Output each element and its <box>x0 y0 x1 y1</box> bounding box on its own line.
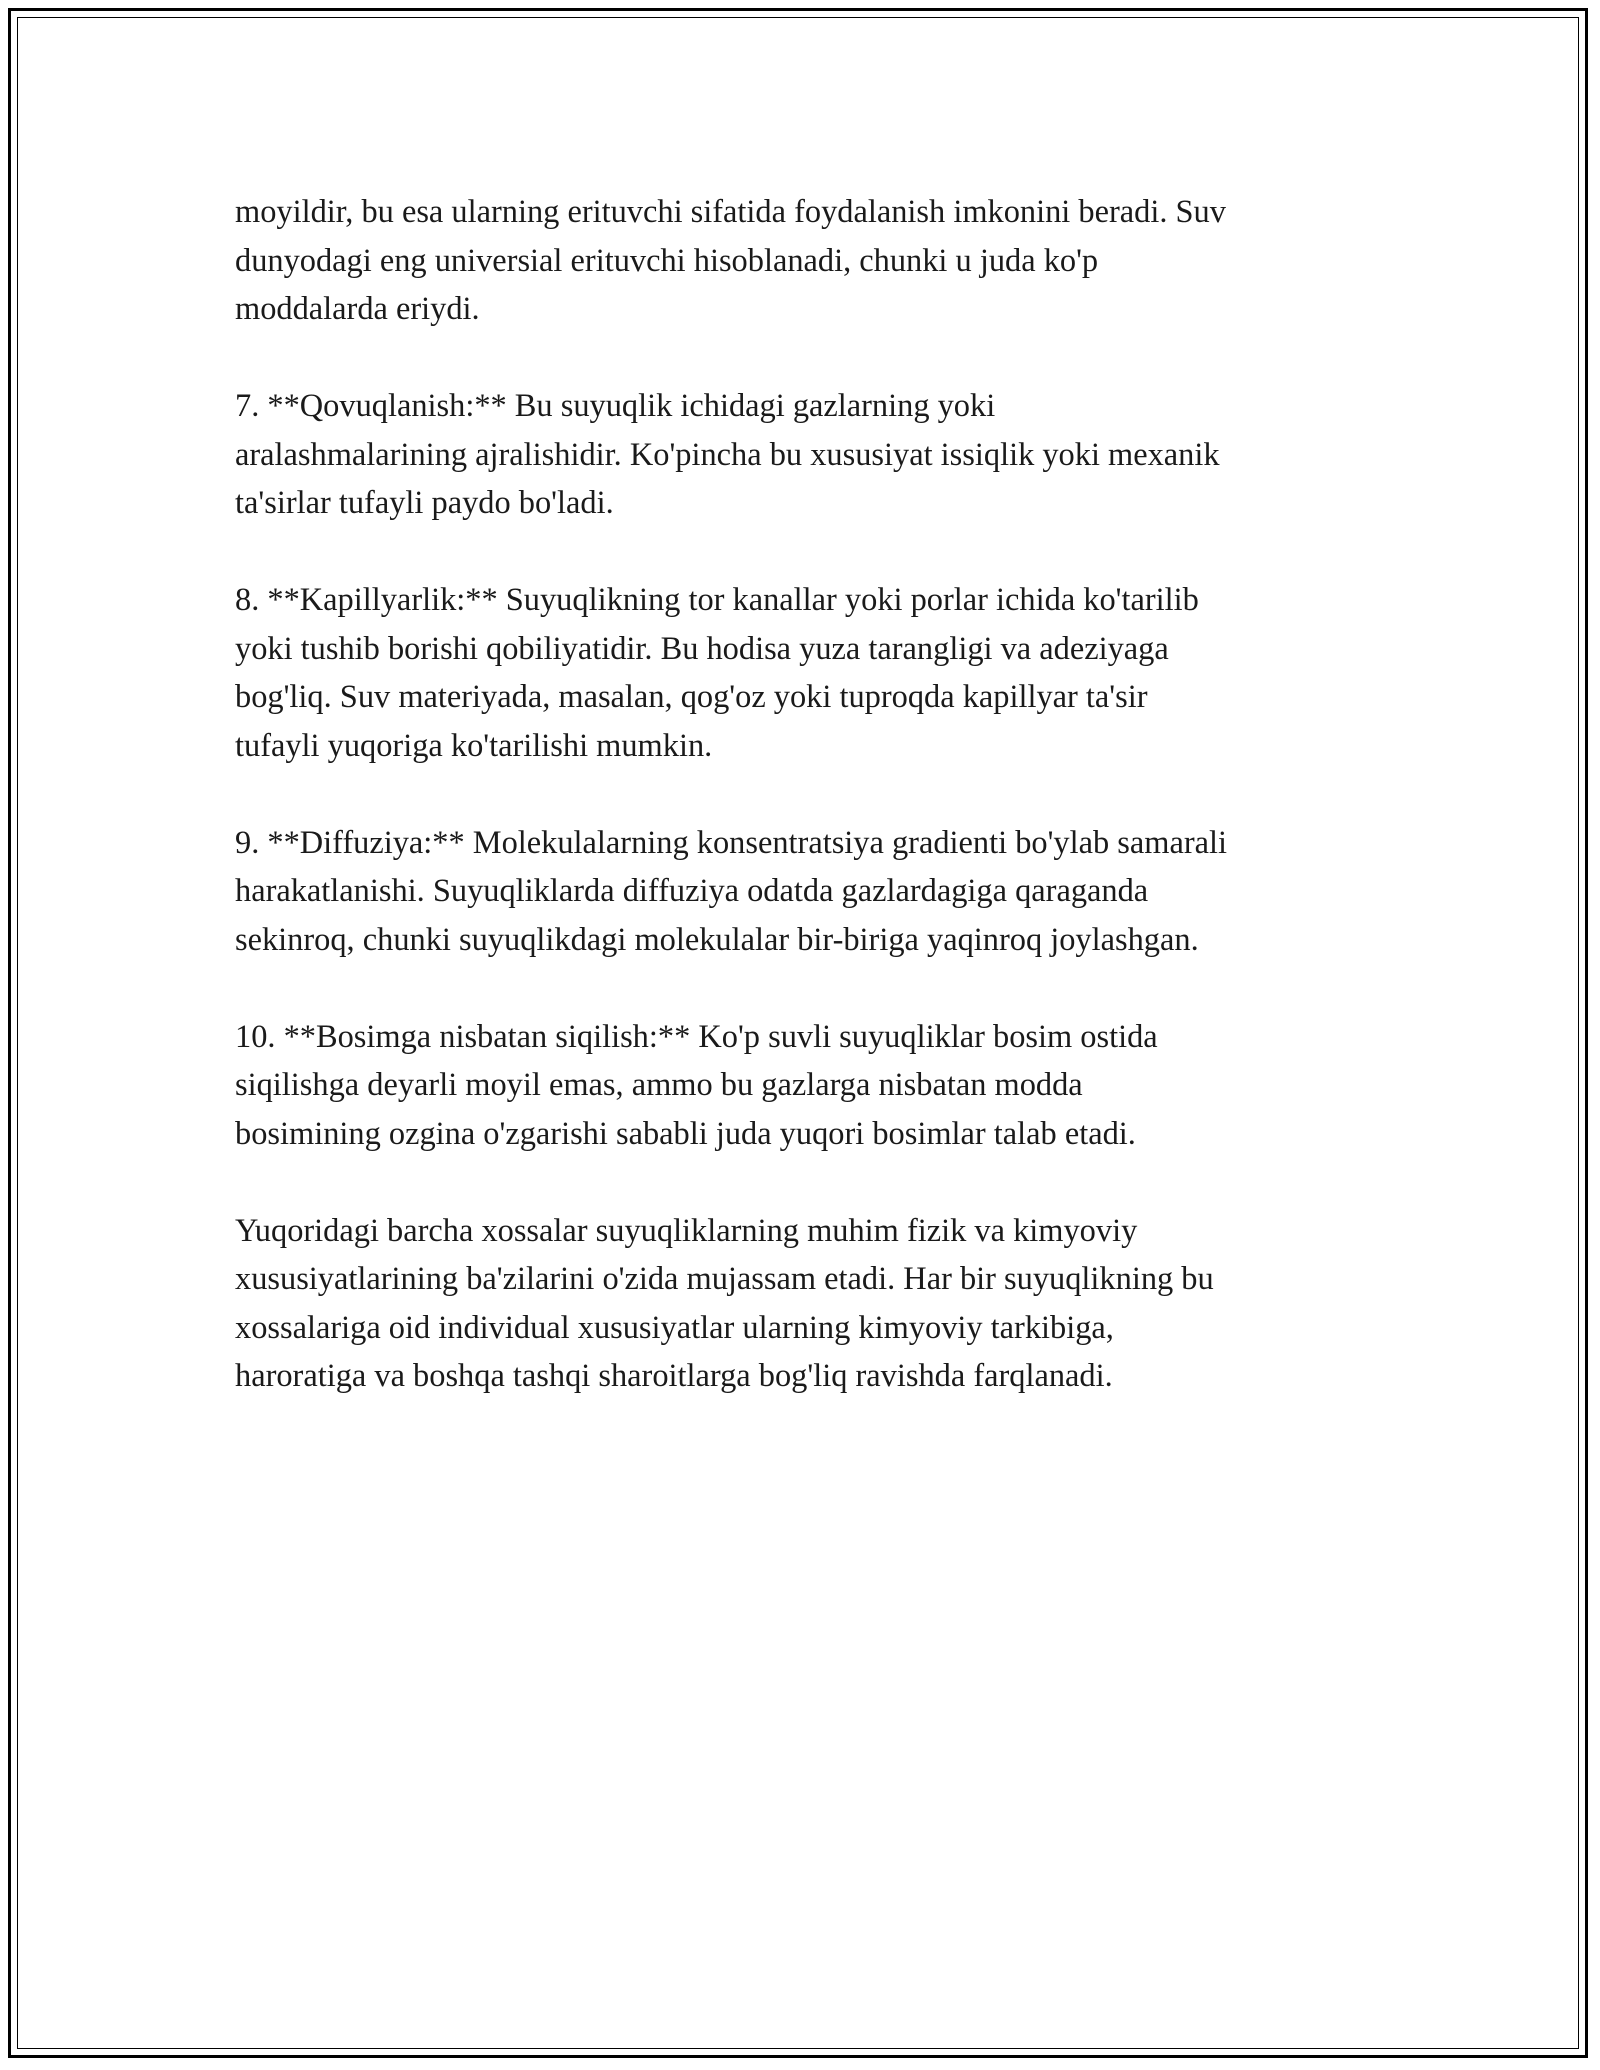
paragraph-item-9: 9. **Diffuziya:** Molekulalarning konsentratsiya gradienti bo'ylab samarali harakatlanishi. Suyuqliklarda diffuziya odatda gazlardagiga qaraganda sekinroq, chunki suyuqlikdagi molekulalar bir-biriga yaqinroq joylashgan. <box>235 824 1227 958</box>
paragraph-item-7: 7. **Qovuqlanish:** Bu suyuqlik ichidagi gazlarning yoki aralashmalarining ajralishidir. Ko'pincha bu xususiyat issiqlik yoki mexanik ta'sirlar tufayli paydo bo'ladi. <box>235 388 1220 521</box>
document-body <box>235 188 1385 1449</box>
paragraph-solvent: moyildir, bu esa ularning erituvchi sifatida foydalanish imkonini beradi. Suv dunyodagi eng universial erituvchi hisoblanadi, chunki u juda ko'p moddalarda eriydi. <box>235 194 1226 327</box>
paragraph-conclusion: Yuqoridagi barcha xossalar suyuqliklarning muhim fizik va kimyoviy xususiyatlarining ba'zilarini o'zida mujassam etadi. Har bir suyuqlikning bu xossalariga oid individual xususiyatlar ularning kimyoviy tarkibiga, haroratiga va boshqa tashqi sharoitlarga bog'liq ravishda farqlanadi. <box>235 1212 1214 1394</box>
paragraph-item-10: 10. **Bosimga nisbatan siqilish:** Ko'p suvli suyuqliklar bosim ostida siqilishga deyarli moyil emas, ammo bu gazlarga nisbatan modda bosimining ozgina o'zgarishi sababli juda yuqori bosimlar talab etadi. <box>235 1018 1158 1152</box>
paragraph-item-8: 8. **Kapillyarlik:** Suyuqlikning tor kanallar yoki porlar ichida ko'tarilib yoki tushib borishi qobiliyatidir. Bu hodisa yuza tarangligi va adeziyaga bog'liq. Suv materiyada, masalan, qog'oz yoki tuproqda kapillyar ta'sir tufayli yuqoriga ko'tarilishi mumkin. <box>235 582 1199 764</box>
